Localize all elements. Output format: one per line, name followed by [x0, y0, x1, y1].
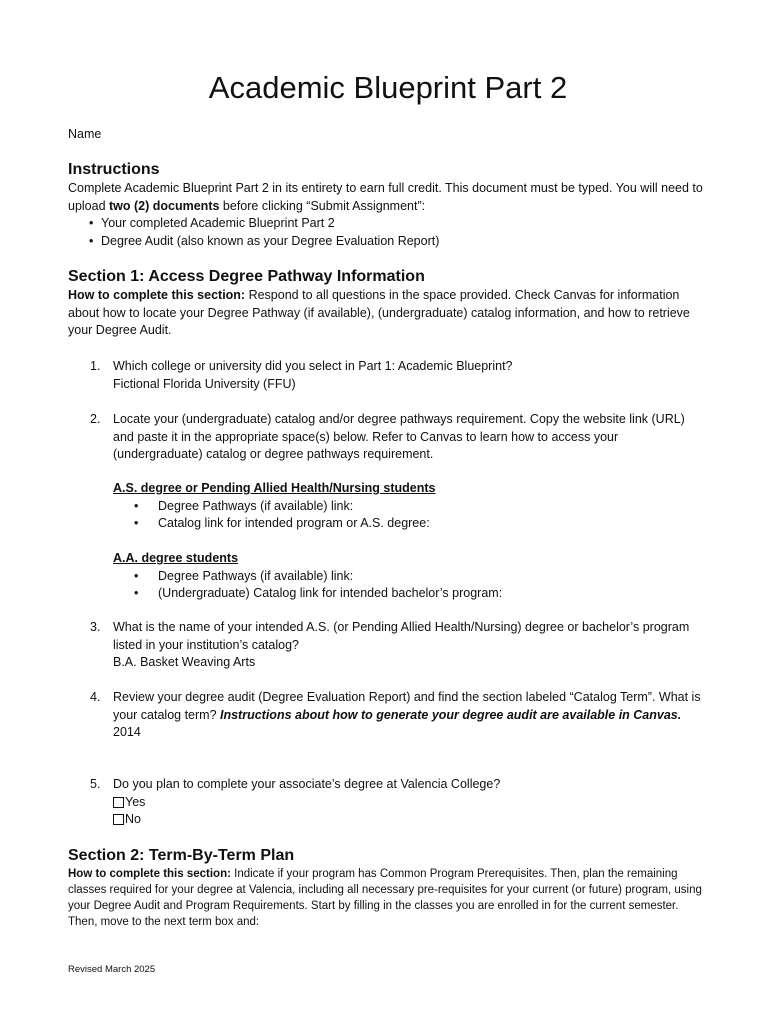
aa-degree-list [113, 568, 708, 603]
question-text: What is the name of your intended A.S. (or Pending Allied Health/Nursing) degree or bachelor’s program listed in your institution’s catalog? [113, 620, 690, 652]
no-checkbox[interactable] [113, 814, 124, 825]
question-text-main: Review your degree audit (Degree Evaluation Report) and find the section labeled “Catalog Term”. What is your catalog term? [113, 690, 701, 722]
answer-text[interactable]: B.A. Basket Weaving Arts [113, 655, 256, 669]
instructions-text-a: Complete Academic Blueprint Part 2 in its entirety to earn full credit. This document must be typed. You will need to upload [68, 181, 703, 213]
section1-heading: Section 1: Access Degree Pathway Information [68, 268, 425, 285]
answer-text[interactable]: 2014 [113, 725, 141, 739]
question-number: 1. [90, 359, 101, 373]
answer-text[interactable]: Fictional Florida University (FFU) [113, 376, 296, 391]
section2-heading: Section 2: Term-By-Term Plan [68, 847, 295, 864]
list-item: • Your completed Academic Blueprint Part 2 [68, 215, 708, 233]
instructions-text [68, 180, 708, 215]
question-text: Locate your (undergraduate) catalog and/or degree pathways requirement. Copy the website link (URL) and paste it in the appropriate space(s) below. Refer to Canvas to learn how to access your (undergraduate) catalog or degree pathways requirement. [113, 412, 685, 461]
instructions-heading: Instructions [68, 161, 160, 178]
instructions-text-bold: two (2) documents [109, 198, 220, 213]
instructions-section [68, 160, 708, 250]
as-degree-heading: A.S. degree or Pending Allied Health/Nursing students [113, 481, 436, 495]
aa-degree-group [113, 550, 708, 603]
aa-degree-heading: A.A. degree students [113, 551, 239, 565]
question-number: 5. [90, 777, 101, 791]
question-number: 2. [90, 412, 101, 426]
question-3 [68, 619, 708, 672]
yes-checkbox[interactable] [113, 797, 124, 808]
section1-how-text: Respond to all questions in the space provided. Check Canvas for information about how to locate your Degree Pathway (if available), (undergraduate) catalog information, and how to retrieve your Degree Audit. [68, 288, 690, 337]
question-2 [68, 411, 708, 464]
question-text: Which college or university did you select in Part 1: Academic Blueprint? [113, 359, 513, 373]
question-number: 3. [90, 620, 101, 634]
section2-how [68, 866, 708, 930]
section1-how [68, 287, 708, 340]
section1-how-bold: How to complete this section: [68, 288, 246, 302]
section2-how-bold: How to complete this section: [68, 868, 231, 880]
footer-revised: Revised March 2025 [68, 964, 156, 975]
instructions-bullets [68, 215, 708, 250]
question-4 [68, 689, 708, 742]
section2 [68, 846, 708, 930]
list-item[interactable]: • (Undergraduate) Catalog link for intended bachelor’s program: [113, 585, 708, 603]
list-item[interactable]: • Degree Pathways (if available) link: [113, 498, 708, 516]
section1 [68, 267, 708, 340]
no-option[interactable] [113, 811, 708, 829]
question-1 [68, 358, 708, 393]
name-label: Name [68, 127, 102, 141]
list-item[interactable]: • Degree Pathways (if available) link: [113, 568, 708, 586]
document-title: Academic Blueprint Part 2 [208, 70, 568, 105]
as-degree-group [113, 480, 708, 533]
question-text-emphasis: Instructions about how to generate your degree audit are available in Canvas. [220, 707, 682, 722]
yes-option[interactable] [113, 794, 708, 812]
as-degree-list [113, 498, 708, 533]
question-text [113, 689, 708, 724]
question-text: Do you plan to complete your associate’s degree at Valencia College? [113, 777, 501, 791]
list-item[interactable]: • Catalog link for intended program or A.S. degree: [113, 515, 708, 533]
list-item: • Degree Audit (also known as your Degree Evaluation Report) [68, 233, 708, 251]
section2-how-text: Indicate if your program has Common Program Prerequisites. Then, plan the remaining classes required for your degree at Valencia, including all necessary pre-requisites for your current (or future) program, using your Degree Audit and Program Requirements. Start by filling in the classes you are enrolled in for the current semester. Then, move to the next term box and: [68, 868, 702, 928]
question-5 [68, 776, 708, 829]
no-label: No [125, 812, 141, 826]
yes-label: Yes [125, 794, 146, 809]
instructions-text-b: before clicking “Submit Assignment”: [219, 198, 426, 213]
question-number: 4. [90, 690, 101, 704]
